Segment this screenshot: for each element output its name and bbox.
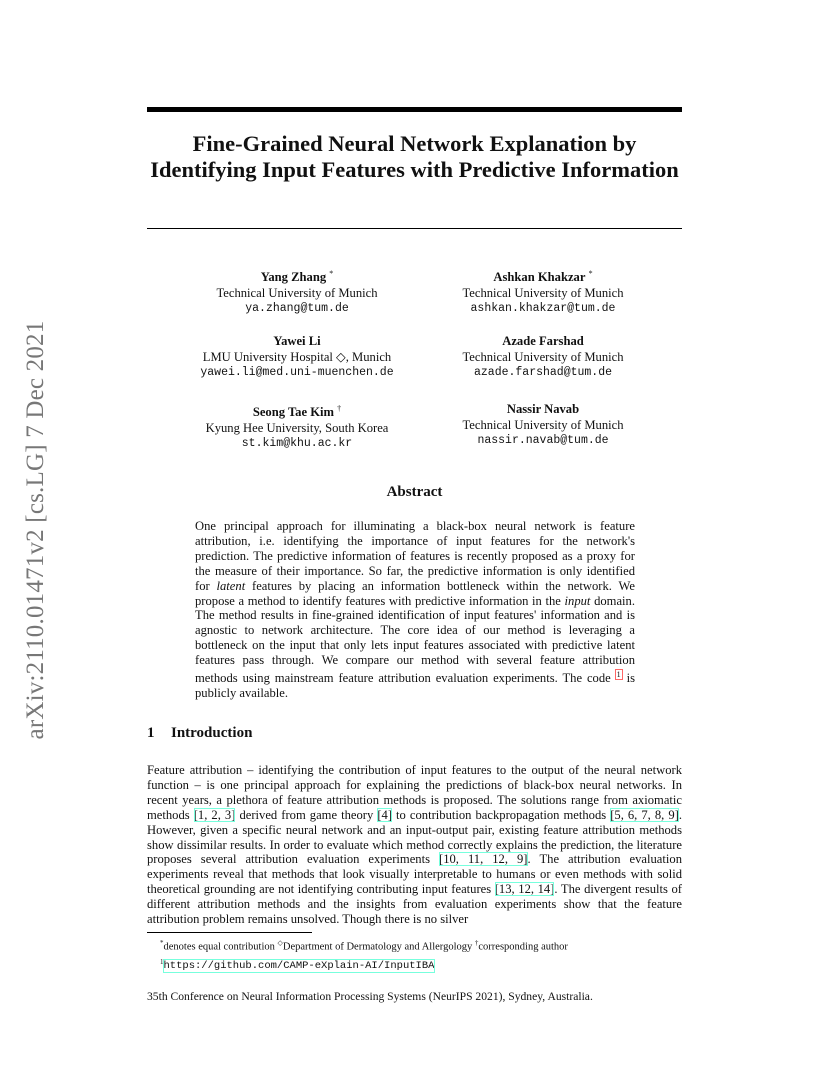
intro-text-part: to contribution backpropagation methods [392, 807, 611, 822]
author-affiliation: LMU University Hospital ◇, Munich [202, 350, 392, 364]
author-email[interactable]: ya.zhang@tum.de [245, 302, 349, 316]
author-affiliation: Technical University of Munich [462, 350, 624, 364]
intro-text-part: . The attribution evaluation experiments reveal that methods that look visually interpretable to humans or even methods with solid theoretical grounding are not identifying contributing input features [147, 852, 682, 897]
author-email[interactable]: st.kim@khu.ac.kr [241, 437, 353, 451]
citation-link[interactable]: [13, 12, 14] [494, 882, 555, 897]
footnote-mark: 1 [160, 957, 164, 966]
paper-title: Fine-Grained Neural Network Explanation by Identifying Input Features with Predictive Information [150, 131, 679, 182]
abstract-text-part: domain. The method results in fine-grained identification of input features' information and is agnostic to network architecture. The core idea of our method is leveraging a bottleneck on the input that only lets input features associated with predictive latent features pass through. We compare our method with several feature attribution methods using mainstream feature attribution evaluation experiments. The code [195, 593, 635, 686]
footnote-link[interactable]: 1 [616, 670, 621, 680]
section-heading [147, 725, 252, 742]
abstract-heading: Abstract [386, 484, 443, 500]
author-affiliation: Kyung Hee University, South Korea [205, 421, 389, 436]
footnote-text: denotes equal contribution [163, 941, 278, 953]
title-bottom-rule [147, 228, 682, 229]
author-name: Nassir Navab [506, 402, 580, 416]
title-top-rule [147, 107, 682, 112]
intro-text-part: . However, given a specific neural network and an input-output pair, existing feature attribution methods show dissimilar results. In order to evaluate which method correctly explains the prediction, the literature proposes several attribution evaluation experiments [147, 807, 683, 867]
footnote-mark: * [160, 939, 164, 947]
author-email[interactable]: azade.farshad@tum.de [473, 366, 613, 379]
intro-text-part: . The divergent results of different attribution methods and the insights from evaluation experiments show that the feature attribution problem remains unsolved. Though there is no silver [147, 882, 683, 927]
citation-link[interactable]: [4] [377, 807, 393, 822]
abstract-text [195, 519, 635, 701]
footnote-mark: ◇ [277, 939, 283, 947]
author-affiliation: Technical University of Munich [216, 286, 378, 301]
conference-note: 35th Conference on Neural Information Processing Systems (NeurIPS 2021), Sydney, Australia. [147, 990, 593, 1003]
citation-link[interactable]: [10, 11, 12, 9] [439, 852, 528, 867]
footnote-line-1 [160, 936, 680, 955]
code-url-link[interactable]: https://github.com/CAMP-eXplain-AI/InputIBA [163, 960, 435, 972]
citation-link[interactable]: [5, 6, 7, 8, 9] [610, 807, 679, 822]
author-mark: * [329, 269, 334, 278]
intro-text-part: Feature attribution – identifying the contribution of input features to the output of the neural network function – is one principal approach for explaining the predictions of black-box neural networks. In recent years, a plethora of feature attribution methods is proposed. The solutions range from axiomatic methods [147, 763, 682, 822]
author-email[interactable]: nassir.navab@tum.de [477, 434, 609, 447]
footnotes [160, 936, 680, 973]
author-mark: * [588, 269, 593, 278]
author-block-4 [393, 333, 693, 381]
author-name: Azade Farshad [502, 334, 584, 348]
intro-text-part: derived from game theory [235, 807, 378, 822]
author-email[interactable]: yawei.li@med.uni-muenchen.de [200, 366, 394, 379]
citation-link[interactable]: [1, 2, 3] [193, 807, 236, 822]
section-number: 1 [147, 725, 155, 741]
abstract-emphasis: latent [216, 578, 246, 593]
author-name: Ashkan Khakzar [493, 270, 586, 285]
abstract-text-part: is publicly available. [195, 671, 635, 701]
author-mark: † [337, 404, 342, 413]
author-affiliation: Technical University of Munich [462, 418, 624, 432]
author-affiliation: Technical University of Munich [462, 286, 624, 301]
abstract-emphasis: input [564, 593, 591, 608]
author-name: Seong Tae Kim [252, 405, 335, 420]
author-email[interactable]: ashkan.khakzar@tum.de [470, 302, 616, 316]
abstract-text-part: One principal approach for illuminating a black-box neural network is feature attribution, i.e. identifying the importance of input features for the network's prediction. The predictive information of features is recently proposed as a proxy for the measure of their importance. So far, the predictive information is only identified for [195, 519, 635, 593]
author-name: Yawei Li [273, 334, 321, 348]
author-block-2 [393, 266, 693, 317]
footnote-mark: † [474, 939, 479, 947]
abstract-text-part: features by placing an information bottleneck within the network. We propose a method to identify features with predictive information in the [195, 578, 635, 608]
author-block-6 [393, 401, 693, 449]
footnote-text: Department of Dermatology and Allergology [282, 941, 475, 953]
footnote-text: corresponding author [478, 941, 568, 953]
footnote-rule [147, 932, 312, 933]
footnote-line-2 [160, 955, 680, 974]
section-title: Introduction [171, 725, 253, 741]
arxiv-identifier: arXiv:2110.01471v2 [cs.LG] 7 Dec 2021 [22, 320, 49, 740]
author-name: Yang Zhang [260, 270, 327, 285]
intro-paragraph [147, 763, 682, 927]
